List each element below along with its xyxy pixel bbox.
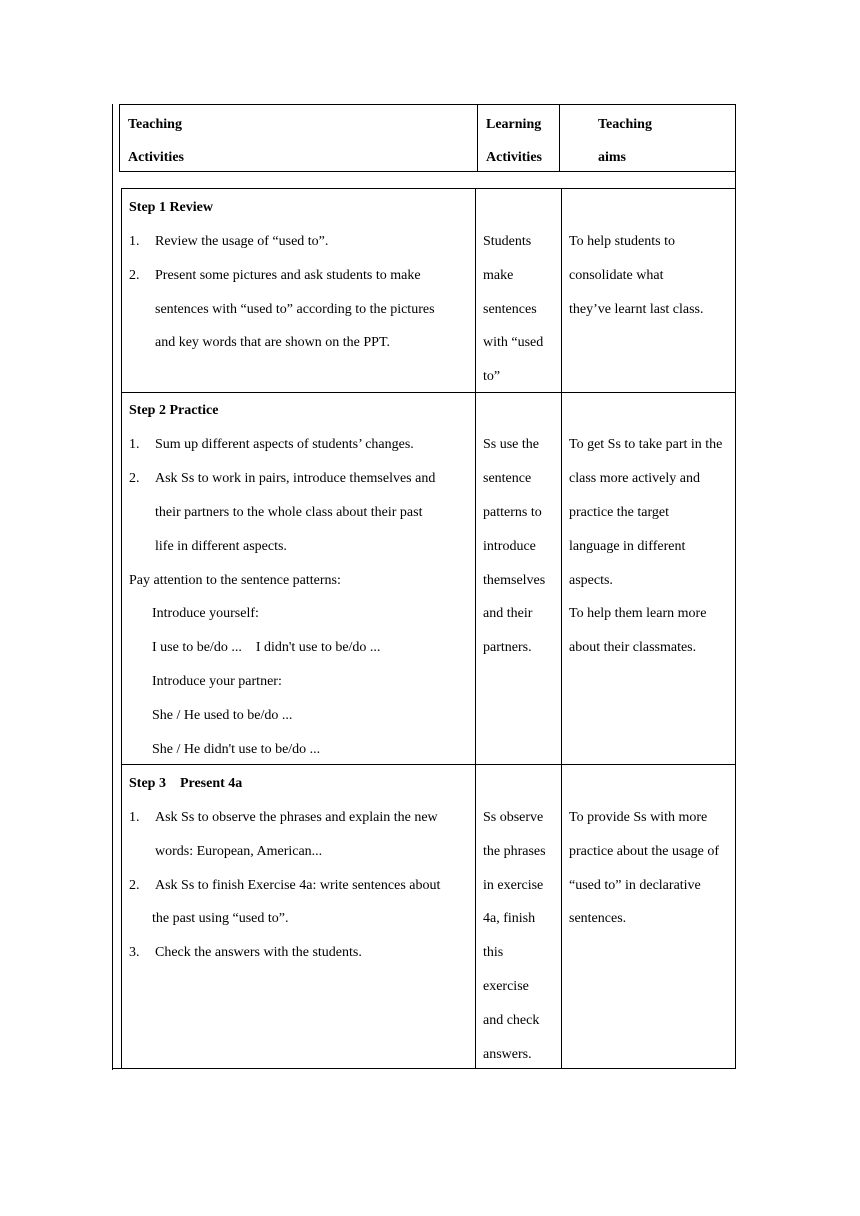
pattern-line: She / He didn't use to be/do ... bbox=[152, 742, 321, 757]
learning-line: Ss observe bbox=[483, 810, 544, 825]
header-label: Activities bbox=[486, 150, 542, 165]
learning-line: in exercise bbox=[483, 878, 544, 893]
learning-line: patterns to bbox=[483, 505, 542, 520]
header-cell-teaching-aims bbox=[560, 105, 737, 171]
list-item-continuation: the past using “used to”. bbox=[152, 911, 289, 926]
header-label: Teaching bbox=[598, 117, 652, 132]
aim-line: aspects. bbox=[569, 573, 613, 588]
header-table bbox=[119, 104, 736, 172]
aim-line: they’ve learnt last class. bbox=[569, 302, 704, 317]
list-item-continuation: their partners to the whole class about their past bbox=[155, 505, 423, 520]
list-number: 2. bbox=[129, 878, 140, 893]
column-divider bbox=[561, 189, 562, 1068]
note-text: Pay attention to the sentence patterns: bbox=[129, 573, 341, 588]
header-cell-learning-activities bbox=[478, 105, 560, 171]
aim-line: practice about the usage of bbox=[569, 844, 720, 859]
aim-line: To help them learn more bbox=[569, 606, 707, 621]
learning-line: exercise bbox=[483, 979, 529, 994]
learning-line: sentences bbox=[483, 302, 537, 317]
pattern-line: I use to be/do ... I didn't use to be/do ... bbox=[152, 640, 381, 655]
learning-line: make bbox=[483, 268, 514, 283]
step-title: Step 1 Review bbox=[129, 200, 213, 215]
learning-line: 4a, finish bbox=[483, 911, 536, 926]
learning-line: answers. bbox=[483, 1047, 532, 1062]
list-item-continuation: words: European, American... bbox=[155, 844, 323, 859]
row-divider bbox=[122, 392, 735, 393]
list-item-continuation: and key words that are shown on the PPT. bbox=[155, 335, 390, 350]
list-number: 2. bbox=[129, 268, 140, 283]
list-item: Ask Ss to observe the phrases and explain the new bbox=[155, 810, 438, 825]
learning-line: sentence bbox=[483, 471, 532, 486]
aim-line: To provide Ss with more bbox=[569, 810, 708, 825]
list-number: 1. bbox=[129, 234, 140, 249]
aim-line: consolidate what bbox=[569, 268, 664, 283]
list-number: 2. bbox=[129, 471, 140, 486]
aim-line: To help students to bbox=[569, 234, 675, 249]
aim-line: To get Ss to take part in the bbox=[569, 437, 723, 452]
learning-line: this bbox=[483, 945, 504, 960]
list-number: 3. bbox=[129, 945, 140, 960]
outer-frame-left bbox=[112, 104, 121, 1070]
lesson-table bbox=[121, 188, 736, 1069]
learning-line: and check bbox=[483, 1013, 540, 1028]
list-item: Check the answers with the students. bbox=[155, 945, 362, 960]
aim-line: sentences. bbox=[569, 911, 627, 926]
aim-line: practice the target bbox=[569, 505, 670, 520]
aim-line: “used to” in declarative bbox=[569, 878, 701, 893]
learning-line: partners. bbox=[483, 640, 532, 655]
aim-line: language in different bbox=[569, 539, 686, 554]
header-cell-teaching-activities bbox=[120, 105, 478, 171]
learning-line: Students bbox=[483, 234, 532, 249]
aim-line: class more actively and bbox=[569, 471, 701, 486]
table-gap bbox=[119, 172, 736, 188]
header-label: aims bbox=[598, 150, 626, 165]
column-divider bbox=[475, 189, 476, 1068]
row-divider bbox=[122, 764, 735, 765]
pattern-line: She / He used to be/do ... bbox=[152, 708, 293, 723]
step-title: Step 2 Practice bbox=[129, 403, 219, 418]
list-number: 1. bbox=[129, 437, 140, 452]
pattern-line: Introduce yourself: bbox=[152, 606, 259, 621]
list-item: Review the usage of “used to”. bbox=[155, 234, 329, 249]
learning-line: to” bbox=[483, 369, 501, 384]
list-item-continuation: sentences with “used to” according to the pictures bbox=[155, 302, 435, 317]
list-item: Ask Ss to work in pairs, introduce themselves and bbox=[155, 471, 436, 486]
learning-line: themselves bbox=[483, 573, 546, 588]
list-item: Present some pictures and ask students to make bbox=[155, 268, 421, 283]
header-label: Teaching bbox=[128, 117, 182, 132]
learning-line: Ss use the bbox=[483, 437, 539, 452]
learning-line: introduce bbox=[483, 539, 536, 554]
learning-line: the phrases bbox=[483, 844, 546, 859]
aim-line: about their classmates. bbox=[569, 640, 697, 655]
pattern-line: Introduce your partner: bbox=[152, 674, 282, 689]
list-item: Ask Ss to finish Exercise 4a: write sentences about bbox=[155, 878, 441, 893]
list-item-continuation: life in different aspects. bbox=[155, 539, 287, 554]
list-number: 1. bbox=[129, 810, 140, 825]
header-label: Activities bbox=[128, 150, 184, 165]
header-label: Learning bbox=[486, 117, 542, 132]
list-item: Sum up different aspects of students’ changes. bbox=[155, 437, 414, 452]
outer-frame-bottom bbox=[112, 1068, 736, 1069]
step-title: Step 3 Present 4a bbox=[129, 776, 243, 791]
learning-line: with “used bbox=[483, 335, 544, 350]
learning-line: and their bbox=[483, 606, 533, 621]
